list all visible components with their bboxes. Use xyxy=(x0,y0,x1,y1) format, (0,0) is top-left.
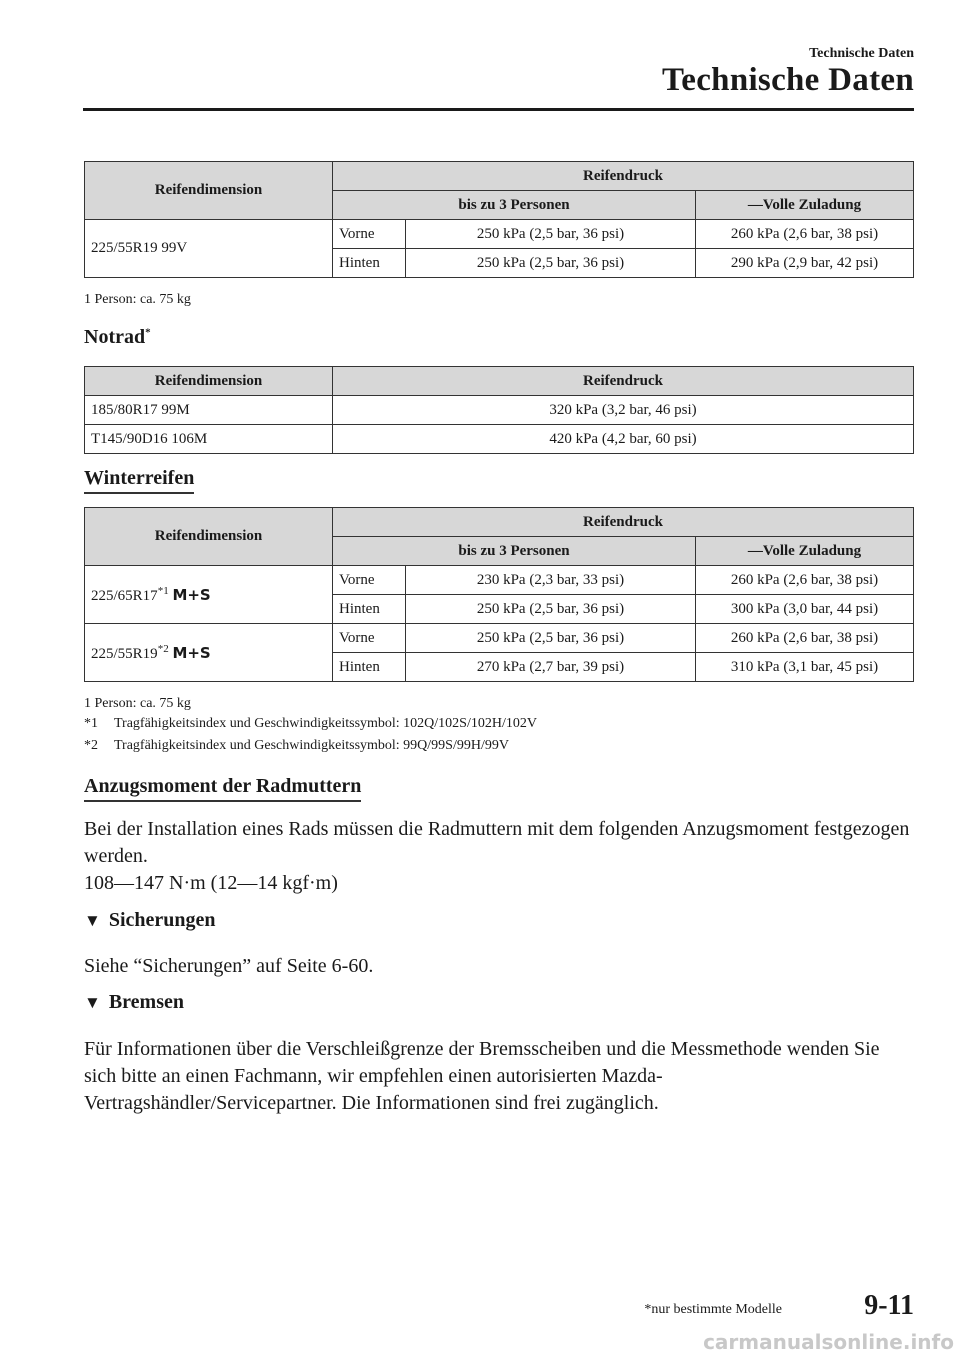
table-row xyxy=(85,566,914,595)
pressure-voll: 260 kPa (2,6 bar, 38 psi) xyxy=(696,220,914,249)
col-header-dimension: Reifendimension xyxy=(85,367,333,396)
col-header-pressure: Reifendruck xyxy=(333,367,914,396)
col-header-bis: bis zu 3 Personen xyxy=(333,191,696,220)
pressure: 320 kPa (3,2 bar, 46 psi) xyxy=(333,396,914,425)
triangle-down-icon: ▼ xyxy=(84,911,101,930)
col-header-pressure: Reifendruck xyxy=(333,508,914,537)
pressure-voll: 300 kPa (3,0 bar, 44 psi) xyxy=(696,595,914,624)
fuses-text: Siehe “Sicherungen” auf Seite 6-60. xyxy=(84,955,374,977)
header-rule xyxy=(83,108,914,111)
pressure-voll: 260 kPa (2,6 bar, 38 psi) xyxy=(696,566,914,595)
col-header-bis: bis zu 3 Personen xyxy=(333,537,696,566)
footnote-mark: *2 xyxy=(84,738,98,753)
col-header-pressure: Reifendruck xyxy=(333,162,914,191)
subsection-fuses xyxy=(84,909,216,932)
pressure-voll: 310 kPa (3,1 bar, 45 psi) xyxy=(696,653,914,682)
winter-tire-table xyxy=(84,507,914,682)
subsection-title: Sicherungen xyxy=(108,909,216,931)
col-header-voll: ―Volle Zuladung xyxy=(696,191,914,220)
footnote-text: Tragfähigkeitsindex und Geschwindigkeitssymbol: 102Q/102S/102H/102V xyxy=(114,716,537,731)
header-section-label: Technische Daten xyxy=(809,46,914,61)
section-title-notrad xyxy=(84,326,151,351)
pressure-bis: 270 kPa (2,7 bar, 39 psi) xyxy=(406,653,696,682)
section-title-text: Notrad xyxy=(84,326,146,348)
col-header-dimension: Reifendimension xyxy=(85,162,333,220)
footnote-ref: *2 xyxy=(157,642,169,655)
dimension-text: 225/65R17 xyxy=(91,587,158,604)
tire-dimension xyxy=(85,566,333,624)
table-row xyxy=(85,624,914,653)
footnote-mark: *1 xyxy=(84,716,98,731)
pressure-bis: 250 kPa (2,5 bar, 36 psi) xyxy=(406,595,696,624)
col-header-voll: ―Volle Zuladung xyxy=(696,537,914,566)
pressure-bis: 250 kPa (2,5 bar, 36 psi) xyxy=(406,249,696,278)
spare-tire-table xyxy=(84,366,914,454)
watermark: carmanualsonline.info xyxy=(703,1330,954,1354)
tire-dimension: 185/80R17 99M xyxy=(85,396,333,425)
subsection-title: Bremsen xyxy=(108,991,185,1013)
section-title-torque: Anzugsmoment der Radmuttern xyxy=(84,775,361,802)
footnote-text: Tragfähigkeitsindex und Geschwindigkeitssymbol: 99Q/99S/99H/99V xyxy=(114,738,509,753)
mud-snow-mark: M+S xyxy=(172,585,211,604)
tire-dimension xyxy=(85,624,333,682)
position: Hinten xyxy=(333,595,406,624)
torque-text: Bei der Installation eines Rads müssen die Radmuttern mit dem folgenden Anzugsmoment festgezogen werden. xyxy=(84,818,910,867)
pressure: 420 kPa (4,2 bar, 60 psi) xyxy=(333,425,914,454)
tire-pressure-table xyxy=(84,161,914,278)
tire-dimension: T145/90D16 106M xyxy=(85,425,333,454)
triangle-down-icon: ▼ xyxy=(84,993,101,1012)
pressure-bis: 250 kPa (2,5 bar, 36 psi) xyxy=(406,220,696,249)
subsection-brakes xyxy=(84,991,184,1014)
position: Hinten xyxy=(333,653,406,682)
footnote-ref: *1 xyxy=(157,584,169,597)
torque-value: 108―147 N·m (12―14 kgf·m) xyxy=(84,872,338,894)
footer-model-note: *nur bestimmte Modelle xyxy=(644,1302,782,1317)
footnote-1 xyxy=(84,716,537,732)
dimension-text: 225/55R19 xyxy=(91,645,158,662)
footnote-2 xyxy=(84,738,509,754)
pressure-voll: 290 kPa (2,9 bar, 42 psi) xyxy=(696,249,914,278)
pressure-voll: 260 kPa (2,6 bar, 38 psi) xyxy=(696,624,914,653)
table-row xyxy=(85,396,914,425)
model-star: * xyxy=(145,326,151,339)
pressure-bis: 250 kPa (2,5 bar, 36 psi) xyxy=(406,624,696,653)
person-note: 1 Person: ca. 75 kg xyxy=(84,696,191,711)
header-chapter-title: Technische Daten xyxy=(661,62,914,98)
table-row xyxy=(85,425,914,454)
position: Vorne xyxy=(333,220,406,249)
mud-snow-mark: M+S xyxy=(172,643,211,662)
brakes-text: Für Informationen über die Verschleißgrenze der Bremsscheiben und die Messmethode wenden Sie sich bitte an einen Fachmann, wir empfehlen einen autorisierten Mazda-Vertragshändler/Servicepartner. Die Informationen sind frei zugänglich. xyxy=(84,1038,880,1114)
position: Vorne xyxy=(333,624,406,653)
section-title-winter: Winterreifen xyxy=(84,467,194,494)
table-row xyxy=(85,220,914,249)
person-note: 1 Person: ca. 75 kg xyxy=(84,292,191,307)
position: Vorne xyxy=(333,566,406,595)
pressure-bis: 230 kPa (2,3 bar, 33 psi) xyxy=(406,566,696,595)
tire-dimension: 225/55R19 99V xyxy=(85,220,333,278)
page-number: 9-11 xyxy=(864,1290,914,1321)
col-header-dimension: Reifendimension xyxy=(85,508,333,566)
position: Hinten xyxy=(333,249,406,278)
